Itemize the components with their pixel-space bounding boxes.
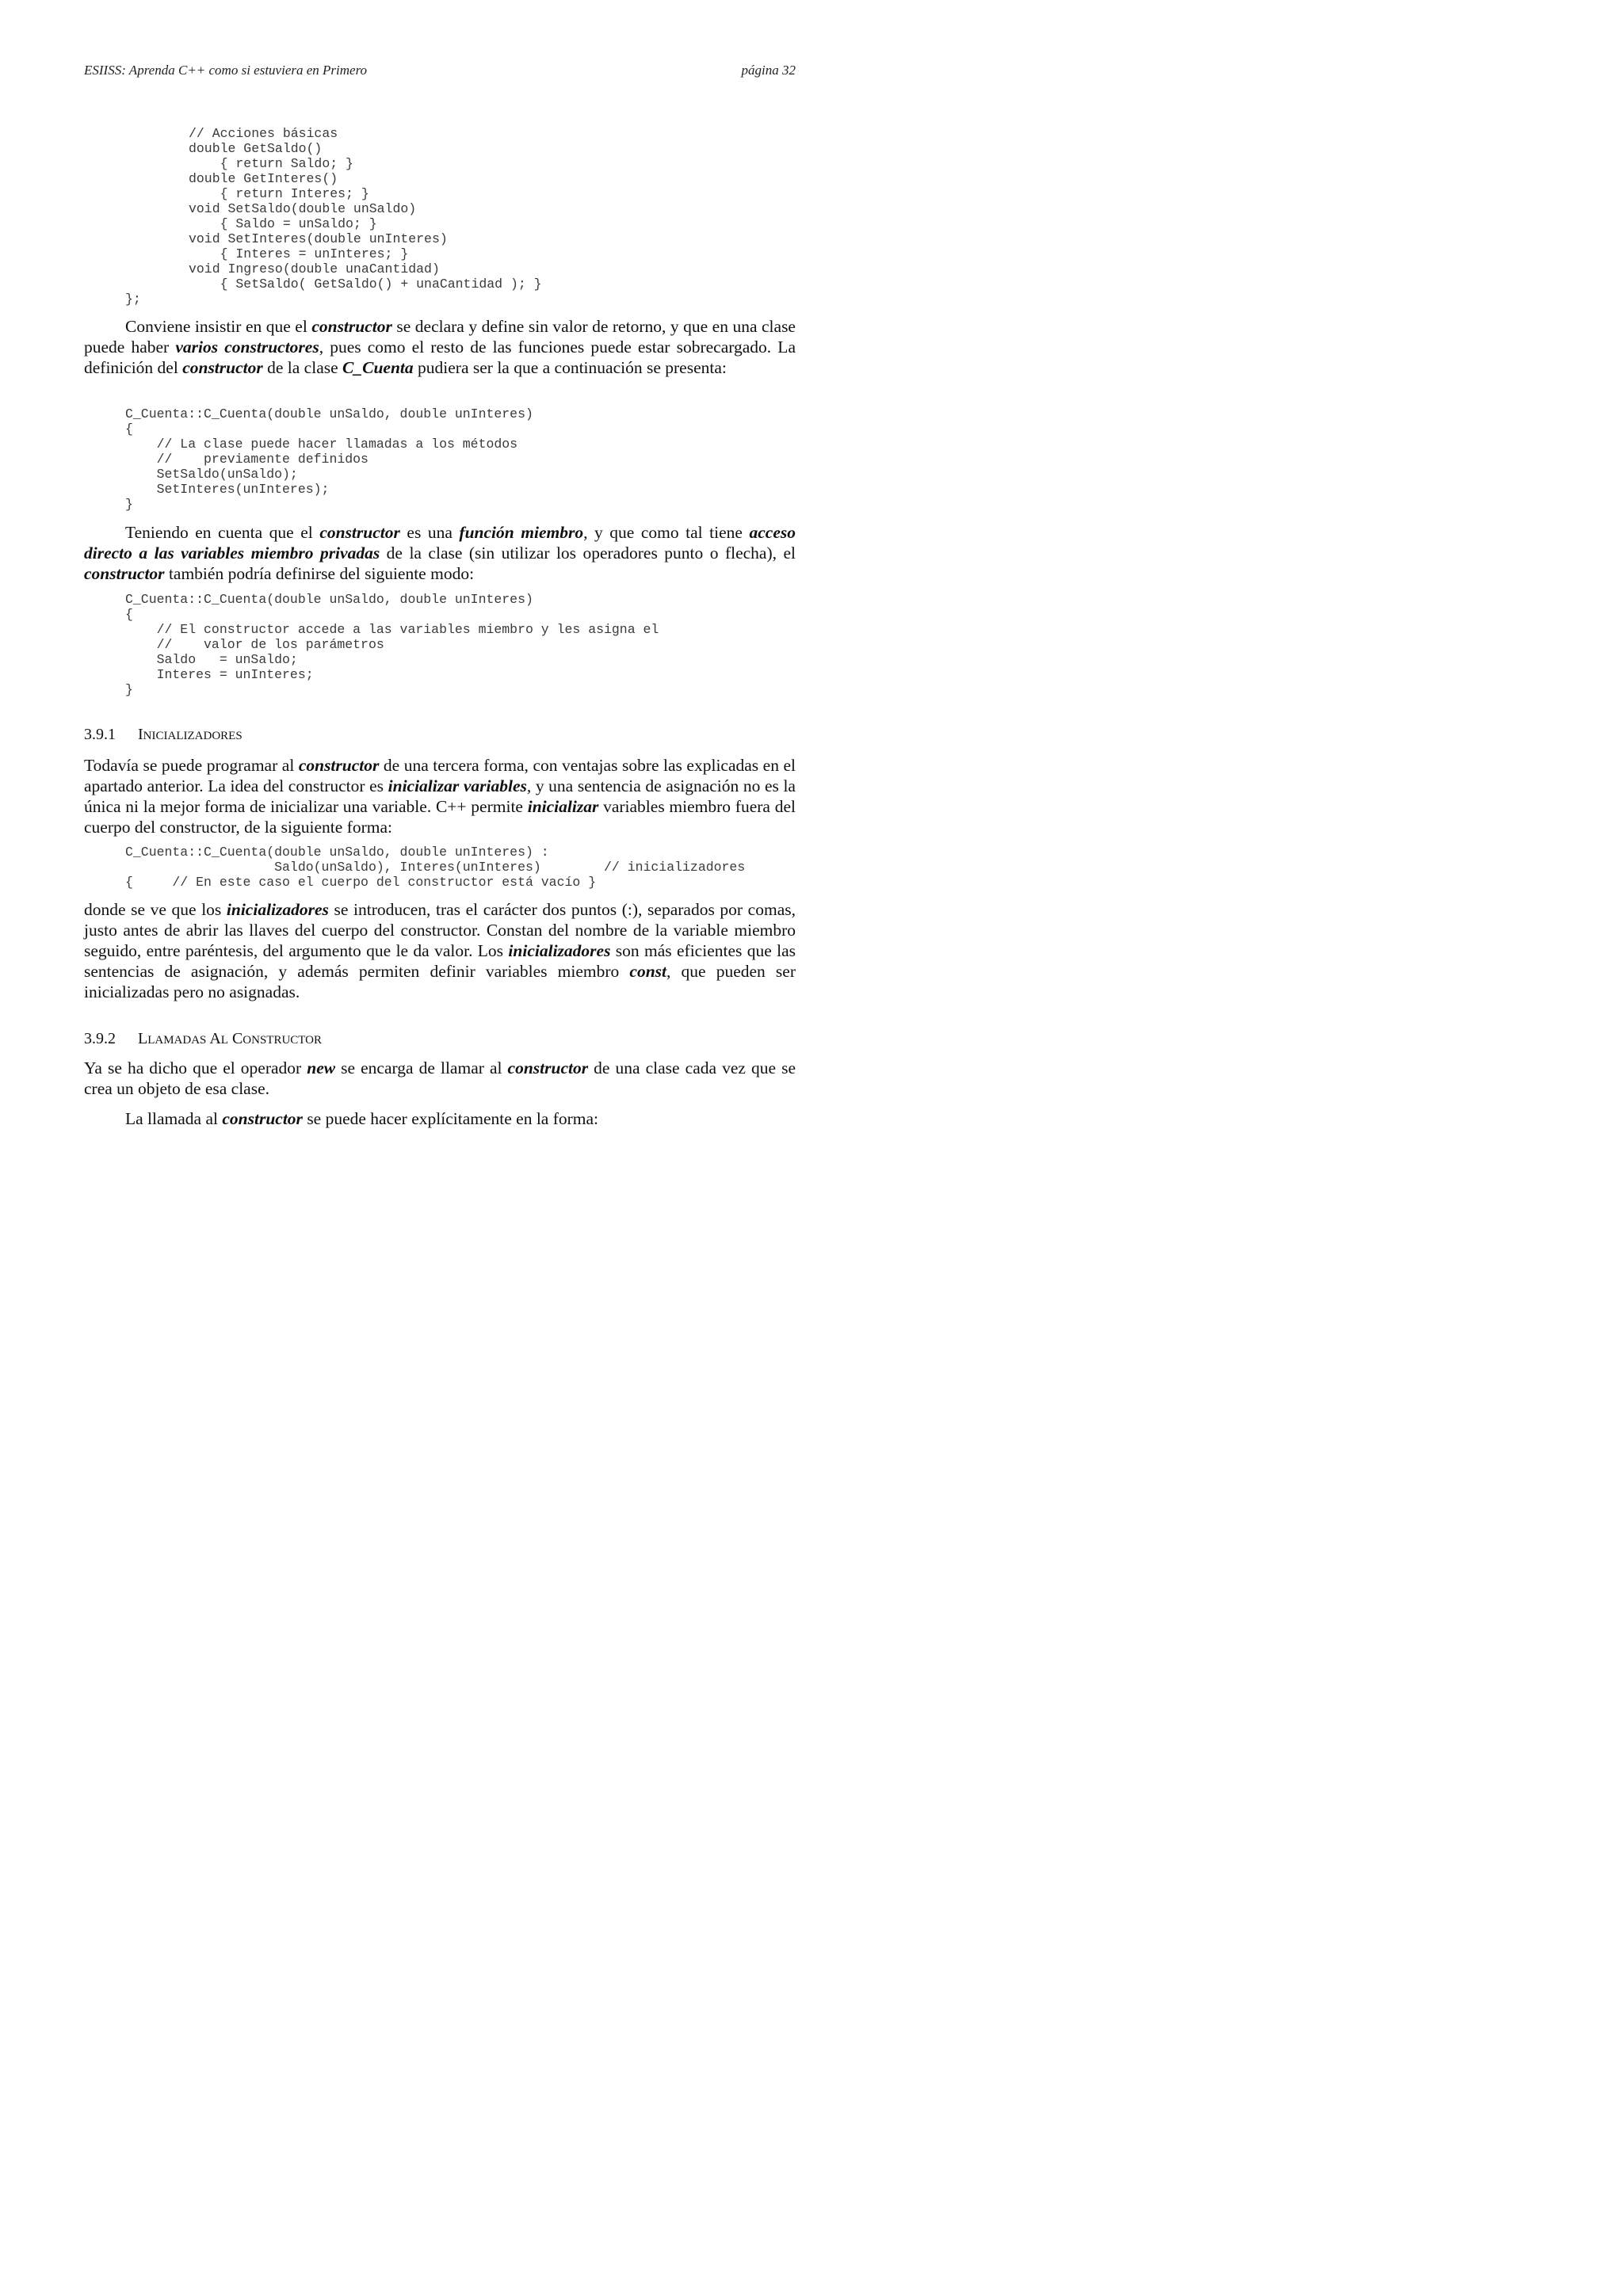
emphasis-term: constructor [319, 523, 400, 542]
section-number: 3.9.2 [84, 1030, 116, 1047]
document-page [0, 0, 880, 1243]
emphasis-term: const [629, 962, 666, 981]
code-block-initializers: C_Cuenta::C_Cuenta(double unSaldo, double unInteres) : Saldo(unSaldo), Interes(unInteres) // inicializadores { // En este caso el cuerpo del constructor está vacío } [125, 845, 746, 890]
emphasis-term: inicializar variables [388, 776, 527, 795]
section-heading-inicializadores [84, 726, 242, 744]
emphasis-term: new [307, 1058, 336, 1077]
paragraph-constructor-intro: Conviene insistir en que el constructor se declara y define sin valor de retorno, y que en una clase puede haber varios constructores, pues como el resto de las funciones puede estar sobrecargado. La definición del constructor de la clase C_Cuenta pudiera ser la que a continuación se presenta: [84, 317, 796, 377]
emphasis-term: varios constructores [175, 338, 319, 357]
code-block-accessors: // Acciones básicas double GetSaldo() { return Saldo; } double GetInteres() { return Interes; } void SetSaldo(double unSaldo) { Saldo = unSaldo; } void SetInteres(double unInteres) { Interes = unInteres; } void Ingreso(double unaCantidad) { SetSaldo( GetSaldo() + unaCantidad ); } [189, 126, 542, 292]
emphasis-term: constructor [298, 756, 380, 775]
emphasis-term: C_Cuenta [342, 358, 414, 377]
emphasis-term: inicializadores [226, 900, 329, 919]
paragraph-third-form: Todavía se puede programar al constructor de una tercera forma, con ventajas sobre las explicadas en el apartado anterior. La idea del constructor es inicializar variables, y una sentencia de asignación no es la única ni la mejor forma de inicializar una variable. C++ permite inicializar variables miembro fuera del cuerpo del constructor, de la siguiente forma: [84, 756, 796, 837]
emphasis-term: inicializar [527, 797, 599, 816]
code-block-constructor-methods: C_Cuenta::C_Cuenta(double unSaldo, double unInteres) { // La clase puede hacer llamadas a los métodos // previamente definidos SetSaldo(unSaldo); SetInteres(unInteres); } [125, 406, 533, 512]
code-block-class-end: }; [125, 292, 141, 307]
header-page-number: página 32 [741, 63, 796, 78]
section-number: 3.9.1 [84, 726, 116, 743]
section-title: LLAMADAS AL CONSTRUCTOR [138, 1030, 323, 1047]
section-title: INICIALIZADORES [138, 726, 242, 743]
emphasis-term: constructor [311, 317, 392, 336]
code-block-constructor-assign: C_Cuenta::C_Cuenta(double unSaldo, double unInteres) { // El constructor accede a las variables miembro y les asigna el // valor de los parámetros Saldo = unSaldo; Interes = unInteres; } [125, 592, 659, 697]
emphasis-term: constructor [182, 358, 263, 377]
paragraph-explicit-call: La llamada al constructor se puede hacer explícitamente en la forma: [125, 1109, 599, 1128]
emphasis-term: constructor [507, 1058, 589, 1077]
emphasis-term: acceso directo a las variables miembro privadas [84, 523, 796, 563]
section-heading-llamadas [84, 1030, 322, 1048]
paragraph-new-operator: Ya se ha dicho que el operador new se encarga de llamar al constructor de una clase cada vez que se crea un objeto de esa clase. [84, 1058, 796, 1098]
emphasis-term: función miembro [459, 523, 584, 542]
paragraph-member-function: Teniendo en cuenta que el constructor es una función miembro, y que como tal tiene acceso directo a las variables miembro privadas de la clase (sin utilizar los operadores punto o flecha), el constructor también podría definirse del siguiente modo: [84, 523, 796, 583]
emphasis-term: inicializadores [508, 941, 611, 960]
page-header [84, 63, 796, 78]
paragraph-initializers-explained: donde se ve que los inicializadores se introducen, tras el carácter dos puntos (:), separados por comas, justo antes de abrir las llaves del cuerpo del constructor. Constan del nombre de la variable miembro seguido, entre paréntesis, del argumento que le da valor. Los inicializadores son más eficientes que las sentencias de asignación, y además permiten definir variables miembro const, que pueden ser inicializadas pero no asignadas. [84, 900, 796, 1001]
emphasis-term: constructor [222, 1109, 303, 1128]
header-title: ESIISS: Aprenda C++ como si estuviera en Primero [84, 63, 368, 78]
emphasis-term: constructor [84, 564, 165, 583]
